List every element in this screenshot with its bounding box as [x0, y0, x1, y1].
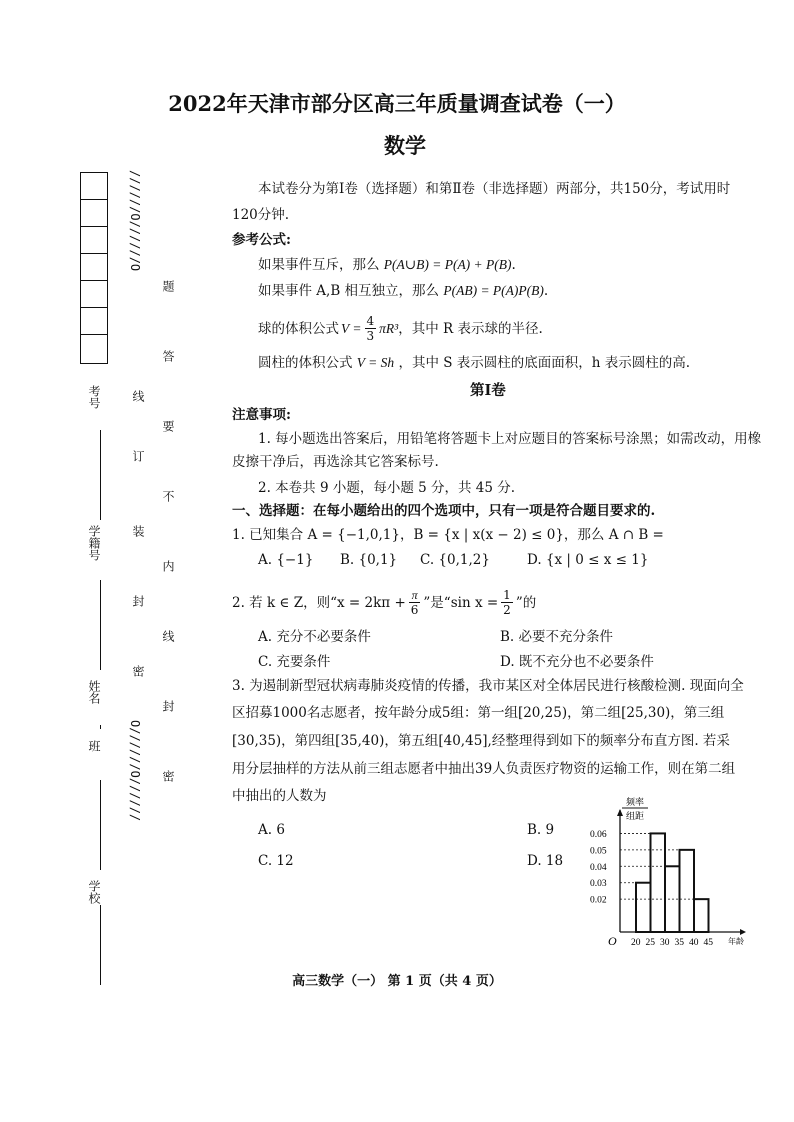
y-tick-label: 0.05: [590, 846, 607, 857]
note2: 2. 本卷共 9 小题，每小题 5 分，共 45 分.: [258, 480, 516, 496]
x-tick-label: 30: [660, 938, 670, 948]
intro-line1: 本试卷分为第Ⅰ卷（选择题）和第Ⅱ卷（非选择题）两部分，共150分，考试用时: [258, 181, 731, 197]
class-label: 班: [87, 740, 101, 752]
q3-option-d: D. 18: [527, 853, 564, 869]
x-tick-label: 40: [689, 938, 699, 948]
formula-3: 球的体积公式 V = $\frac{4}{3}$ πR³ ，其中 R 表示球的半径.: [258, 314, 543, 343]
x-tick-label: 35: [674, 938, 684, 948]
q3-option-c: C. 12: [258, 853, 294, 869]
q2-option-b: B. 必要不充分条件: [500, 629, 614, 645]
exam-number-label: 考号: [87, 385, 101, 409]
student-number-label: 学籍号: [87, 525, 101, 561]
binding-word: 题: [161, 280, 175, 292]
cut-line-dashes-bottom: O//////O//////: [128, 720, 142, 822]
q2-option-a: A. 充分不必要条件: [258, 629, 371, 645]
q1-option-d: D. {x | 0 ≤ x ≤ 1}: [527, 552, 649, 568]
fraction-1-2: $\frac{1}{2}$: [503, 588, 511, 617]
name-label: 姓名: [87, 680, 101, 704]
x-tick-label: 25: [645, 938, 655, 948]
exam-number-boxes: [80, 172, 108, 364]
x-tick-label: 45: [703, 938, 713, 948]
chart-origin: O: [608, 934, 617, 948]
x-axis-arrow: [740, 929, 746, 935]
fraction-4-3: $\frac{4}{3}$: [366, 314, 375, 343]
formula-title: 参考公式:: [232, 232, 291, 248]
q1-stem: 1. 已知集合 A = {−1,0,1}，B = {x | x(x − 2) ≤ 0}，那么 A ∩ B =: [232, 527, 664, 543]
part1-title: 第Ⅰ卷: [470, 382, 506, 399]
y-tick-label: 0.06: [590, 829, 607, 840]
note1-line2: 皮擦干净后，再选涂其它答案标号.: [232, 454, 439, 470]
binding-word: 装: [131, 525, 145, 537]
note1-line1: 1. 每小题选出答案后，用铅笔将答题卡上对应题目的答案标号涂黑；如需改动，用橡: [258, 431, 762, 447]
binding-word: 线: [161, 630, 175, 642]
q3-line4: 用分层抽样的方法从前三组志愿者中抽出39人负责医疗物资的运输工作，则在第二组: [232, 761, 736, 777]
q2-option-d: D. 既不充分也不必要条件: [500, 654, 654, 670]
binding-word: 要: [161, 420, 175, 432]
binding-word: 答: [161, 350, 175, 362]
x-axis-label: 年龄: [728, 937, 744, 946]
histogram-bar: [651, 833, 666, 932]
histogram-bar: [694, 899, 709, 932]
q3-line1: 3. 为遏制新型冠状病毒肺炎疫情的传播，我市某区对全体居民进行核酸检测. 现面向全: [232, 678, 744, 694]
binding-word: 封: [161, 700, 175, 712]
x-tick-label: 20: [631, 938, 641, 948]
section-heading: 一、选择题：在每小题给出的四个选项中，只有一项是符合题目要求的.: [232, 503, 656, 519]
cut-line-dashes-top: //////O//////O: [128, 170, 142, 272]
q1-option-c: C. {0,1,2}: [420, 552, 490, 568]
formula-4: 圆柱的体积公式 V = Sh ，其中 S 表示圆柱的底面面积，h 表示圆柱的高.: [258, 355, 691, 371]
binding-word: 封: [131, 595, 145, 607]
formula-2: 如果事件 A,B 相互独立，那么 P(AB) = P(A)P(B).: [258, 283, 549, 299]
notes-title: 注意事项:: [232, 407, 291, 423]
page-footer: 高三数学（一） 第 1 页（共 4 页）: [292, 974, 502, 989]
school-label: 学校: [87, 880, 101, 904]
q1-option-b: B. {0,1}: [340, 552, 398, 568]
q3-line3: [30,35)，第四组[35,40)，第五组[40,45],经整理得到如下的频率分布直方图. 若采: [232, 733, 730, 749]
binding-word: 密: [131, 665, 145, 677]
intro-line2: 120分钟.: [232, 207, 290, 223]
q3-line2: 区招募1000名志愿者，按年龄分成5组：第一组[20,25)，第二组[25,30)，第三组: [232, 705, 725, 721]
y-tick-label: 0.04: [590, 862, 607, 873]
paper-subject: 数学: [384, 133, 426, 158]
y-axis-label-top: 频率: [626, 798, 645, 808]
binding-word: 内: [161, 560, 175, 572]
y-axis-label-bottom: 组距: [626, 812, 645, 822]
fraction-pi-6: $\frac{\pi}{6}$: [410, 588, 419, 617]
q2-stem: 2. 若 k ∈ Z，则“x = 2kπ + $\frac{\pi}{6}$ ”是“sin x = $\frac{1}{2}$ ”的: [232, 588, 537, 617]
y-tick-label: 0.02: [590, 895, 607, 906]
binding-word: 线: [131, 390, 145, 402]
q2-option-c: C. 充要条件: [258, 654, 331, 670]
q3-line5: 中抽出的人数为: [232, 788, 327, 804]
histogram-bar: [680, 850, 695, 932]
q1-option-a: A. {−1}: [258, 552, 314, 568]
formula-1: 如果事件互斥，那么 P(A∪B) = P(A) + P(B).: [258, 257, 516, 273]
y-axis-arrow: [617, 809, 623, 816]
histogram-bar: [636, 883, 651, 932]
binding-word: 密: [161, 770, 175, 782]
binding-word: 不: [161, 490, 175, 502]
frequency-histogram: [590, 792, 750, 972]
q3-option-b: B. 9: [527, 822, 555, 838]
q3-option-a: A. 6: [258, 822, 285, 838]
binding-word: 订: [131, 450, 145, 462]
paper-title: 2022年天津市部分区高三年质量调查试卷（一）: [168, 91, 626, 116]
y-tick-label: 0.03: [590, 879, 607, 890]
